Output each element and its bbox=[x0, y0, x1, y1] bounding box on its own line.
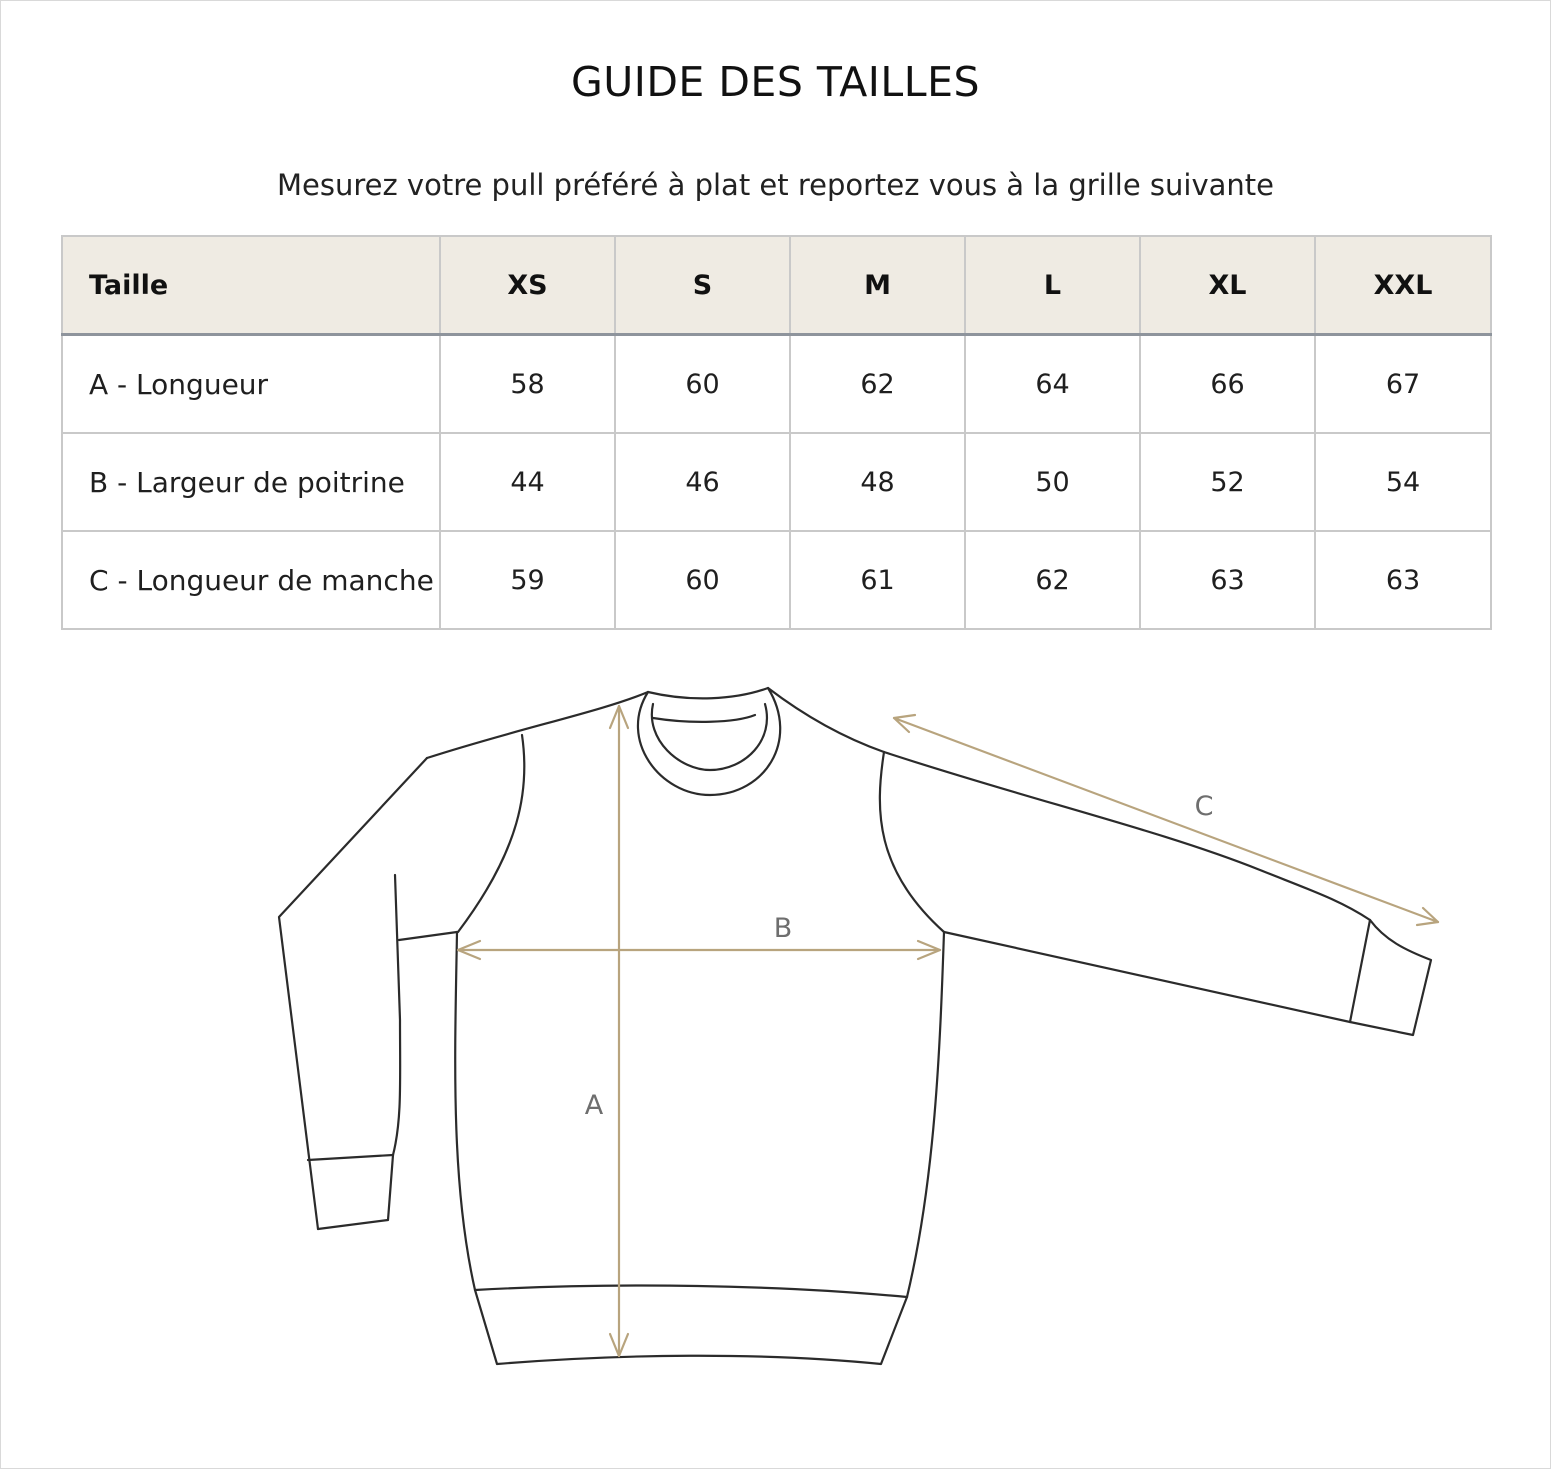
table-cell: 52 bbox=[1140, 433, 1315, 531]
table-cell: 62 bbox=[965, 531, 1140, 629]
table-cell: 58 bbox=[440, 335, 615, 434]
measure-label-a: A bbox=[584, 1090, 604, 1121]
table-cell: 66 bbox=[1140, 335, 1315, 434]
right-shoulder bbox=[768, 688, 884, 752]
neckline-inner bbox=[653, 715, 755, 722]
column-header: Taille bbox=[62, 236, 440, 335]
column-header: XXL bbox=[1315, 236, 1491, 335]
measure-line-c bbox=[894, 718, 1438, 922]
hem-top bbox=[475, 1286, 907, 1297]
right-sleeve-bottom bbox=[944, 932, 1350, 1022]
arrowhead-c-start bbox=[894, 715, 915, 732]
left-cuff-seam bbox=[308, 1155, 393, 1160]
measurement-lines bbox=[458, 706, 1438, 1356]
table-cell: 60 bbox=[615, 335, 790, 434]
table-cell: 64 bbox=[965, 335, 1140, 434]
hem-bottom bbox=[475, 1290, 907, 1364]
row-label: C - Longueur de manche bbox=[62, 531, 440, 629]
left-cuff-bottom bbox=[318, 1155, 393, 1229]
left-side-seam bbox=[455, 932, 475, 1290]
arrowhead-c-end bbox=[1417, 908, 1438, 925]
column-header: M bbox=[790, 236, 965, 335]
column-header: S bbox=[615, 236, 790, 335]
neckline bbox=[648, 688, 768, 698]
row-label: A - Longueur bbox=[62, 335, 440, 434]
left-raglan-seam bbox=[458, 735, 524, 932]
table-cell: 62 bbox=[790, 335, 965, 434]
table-cell: 61 bbox=[790, 531, 965, 629]
page-subtitle: Mesurez votre pull préféré à plat et reportez vous à la grille suivante bbox=[277, 168, 1274, 202]
measure-label-c: C bbox=[1194, 791, 1214, 822]
table-cell: 63 bbox=[1140, 531, 1315, 629]
table-cell: 60 bbox=[615, 531, 790, 629]
table-cell: 63 bbox=[1315, 531, 1491, 629]
right-sleeve-top bbox=[884, 752, 1370, 920]
table-cell: 67 bbox=[1315, 335, 1491, 434]
left-shoulder bbox=[427, 692, 648, 758]
table-cell: 44 bbox=[440, 433, 615, 531]
table-cell: 59 bbox=[440, 531, 615, 629]
table-cell: 50 bbox=[965, 433, 1140, 531]
right-cuff bbox=[1350, 920, 1431, 1035]
table-cell: 48 bbox=[790, 433, 965, 531]
column-header: L bbox=[965, 236, 1140, 335]
sweater-outline bbox=[279, 688, 1431, 1364]
left-underarm bbox=[399, 932, 457, 940]
page-title: GUIDE DES TAILLES bbox=[570, 58, 981, 106]
column-header: XS bbox=[440, 236, 615, 335]
column-header: XL bbox=[1140, 236, 1315, 335]
left-sleeve-inner bbox=[393, 875, 400, 1155]
table-cell: 54 bbox=[1315, 433, 1491, 531]
collar-inner bbox=[652, 704, 767, 770]
measure-label-b: B bbox=[773, 913, 793, 944]
right-raglan-seam bbox=[880, 752, 944, 932]
table-cell: 46 bbox=[615, 433, 790, 531]
row-label: B - Largeur de poitrine bbox=[62, 433, 440, 531]
right-side-seam bbox=[907, 932, 944, 1297]
